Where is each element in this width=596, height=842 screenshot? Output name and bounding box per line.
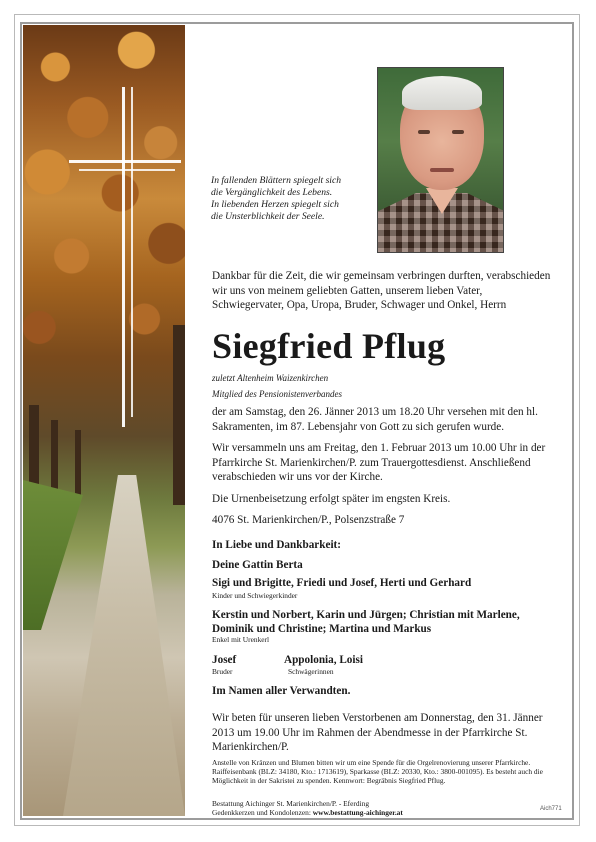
- mourners-heading: In Liebe und Dankbarkeit:: [212, 539, 342, 551]
- mourner-brother-label: Bruder: [212, 667, 233, 676]
- residence-note: zuletzt Altenheim Waizenkirchen: [212, 373, 329, 383]
- condolence-label: Gedenkkerzen und Kondolenzen:: [212, 808, 313, 817]
- portrait-photo: [377, 67, 504, 253]
- quote-line: In liebenden Herzen spiegelt sich: [211, 199, 339, 210]
- mourner-sisters-in-law: Appolonia, Loisi: [284, 654, 363, 666]
- funeral-home-website-link[interactable]: www.bestattung-aichinger.at: [312, 808, 403, 817]
- urn-burial-note: Die Urnenbeisetzung erfolgt später im engsten Kreis.: [212, 493, 451, 505]
- quote-line: die Vergänglichkeit des Lebens.: [211, 187, 333, 198]
- death-notice: der am Samstag, den 26. Jänner 2013 um 18.20 Uhr versehen mit den hl. Sakramenten, im 87. Lebensjahr von Gott zu sich gerufen wurde.: [212, 406, 538, 433]
- tree-trunk: [173, 325, 185, 505]
- donation-note: Anstelle von Kränzen und Blumen bitten wir um eine Spende für die Orgelrenovierung unserer Pfarrkirche. Raiffeisenbank (BLZ: 34180, Kto.: 1713619), Sparkasse (BLZ: 20330, Kto.: 3800-001095). Es besteht auch die Möglichkeit in der Sakristei zu spenden. Kennwort: Begräbnis Siegfried Pflug.: [212, 758, 543, 786]
- cross-icon: [122, 87, 125, 427]
- autumn-foliage: [23, 25, 185, 445]
- mourner-brother: Josef: [212, 654, 237, 666]
- deceased-name: Siegfried Pflug: [212, 326, 446, 366]
- mourner-children: Sigi und Brigitte, Friedi und Josef, Herti und Gerhard: [212, 577, 472, 589]
- eye: [418, 130, 430, 134]
- smile: [430, 168, 454, 172]
- mourner-grandchildren: Kerstin und Norbert, Karin und Jürgen; Christian mit Marlene, Dominik und Christine; Martina und Markus: [212, 609, 520, 635]
- quote-line: die Unsterblichkeit der Seele.: [211, 211, 325, 222]
- mourner-sisters-in-law-label: Schwägerinnen: [288, 667, 334, 676]
- funeral-notice: Wir versammeln uns am Freitag, den 1. Februar 2013 um 10.00 Uhr in der Pfarrkirche St. Marienkirchen/P. zum Trauergottesdienst. Anschließend verabschieden wir uns vor der Kirche.: [212, 442, 546, 484]
- memorial-quote: [211, 175, 381, 223]
- white-hair: [402, 76, 482, 110]
- membership-note: Mitglied des Pensionistenverbandes: [212, 389, 342, 399]
- mourner-wife: Deine Gattin Berta: [212, 559, 303, 571]
- mourner-relatives: Im Namen aller Verwandten.: [212, 685, 351, 697]
- notice-code: Aich771: [540, 806, 562, 812]
- leaf-covered-path: [63, 475, 185, 816]
- prayer-notice: Wir beten für unseren lieben Verstorbenen am Donnerstag, den 31. Jänner 2013 um 19.00 Uhr im Rahmen der Abendmesse in der Pfarrkirche St. Marienkirchen/P.: [212, 712, 543, 754]
- mourner-children-label: Kinder und Schwiegerkinder: [212, 591, 298, 600]
- grass-verge: [23, 480, 83, 630]
- intro-text: Dankbar für die Zeit, die wir gemeinsam verbringen durften, verabschieden wir uns von meinem geliebten Gatten, unserem lieben Vater, Schwiegervater, Opa, Uropa, Bruder, Schwager und Onkel, Herrn: [212, 270, 551, 312]
- eye: [452, 130, 464, 134]
- quote-line: In fallenden Blättern spiegelt sich: [211, 175, 342, 186]
- tree-trunk: [75, 430, 81, 500]
- cross-icon-inner: [131, 87, 133, 417]
- family-address: 4076 St. Marienkirchen/P., Polsenzstraße 7: [212, 514, 405, 526]
- mourner-grandchildren-label: Enkel mit Urenkerl: [212, 635, 270, 644]
- cross-icon-bar-inner: [79, 169, 175, 171]
- funeral-home-name: Bestattung Aichinger St. Marienkirchen/P. - Eferding: [212, 799, 370, 808]
- condolence-line: [212, 808, 403, 817]
- autumn-alley-photo: [23, 25, 185, 816]
- cross-icon-bar: [69, 160, 181, 163]
